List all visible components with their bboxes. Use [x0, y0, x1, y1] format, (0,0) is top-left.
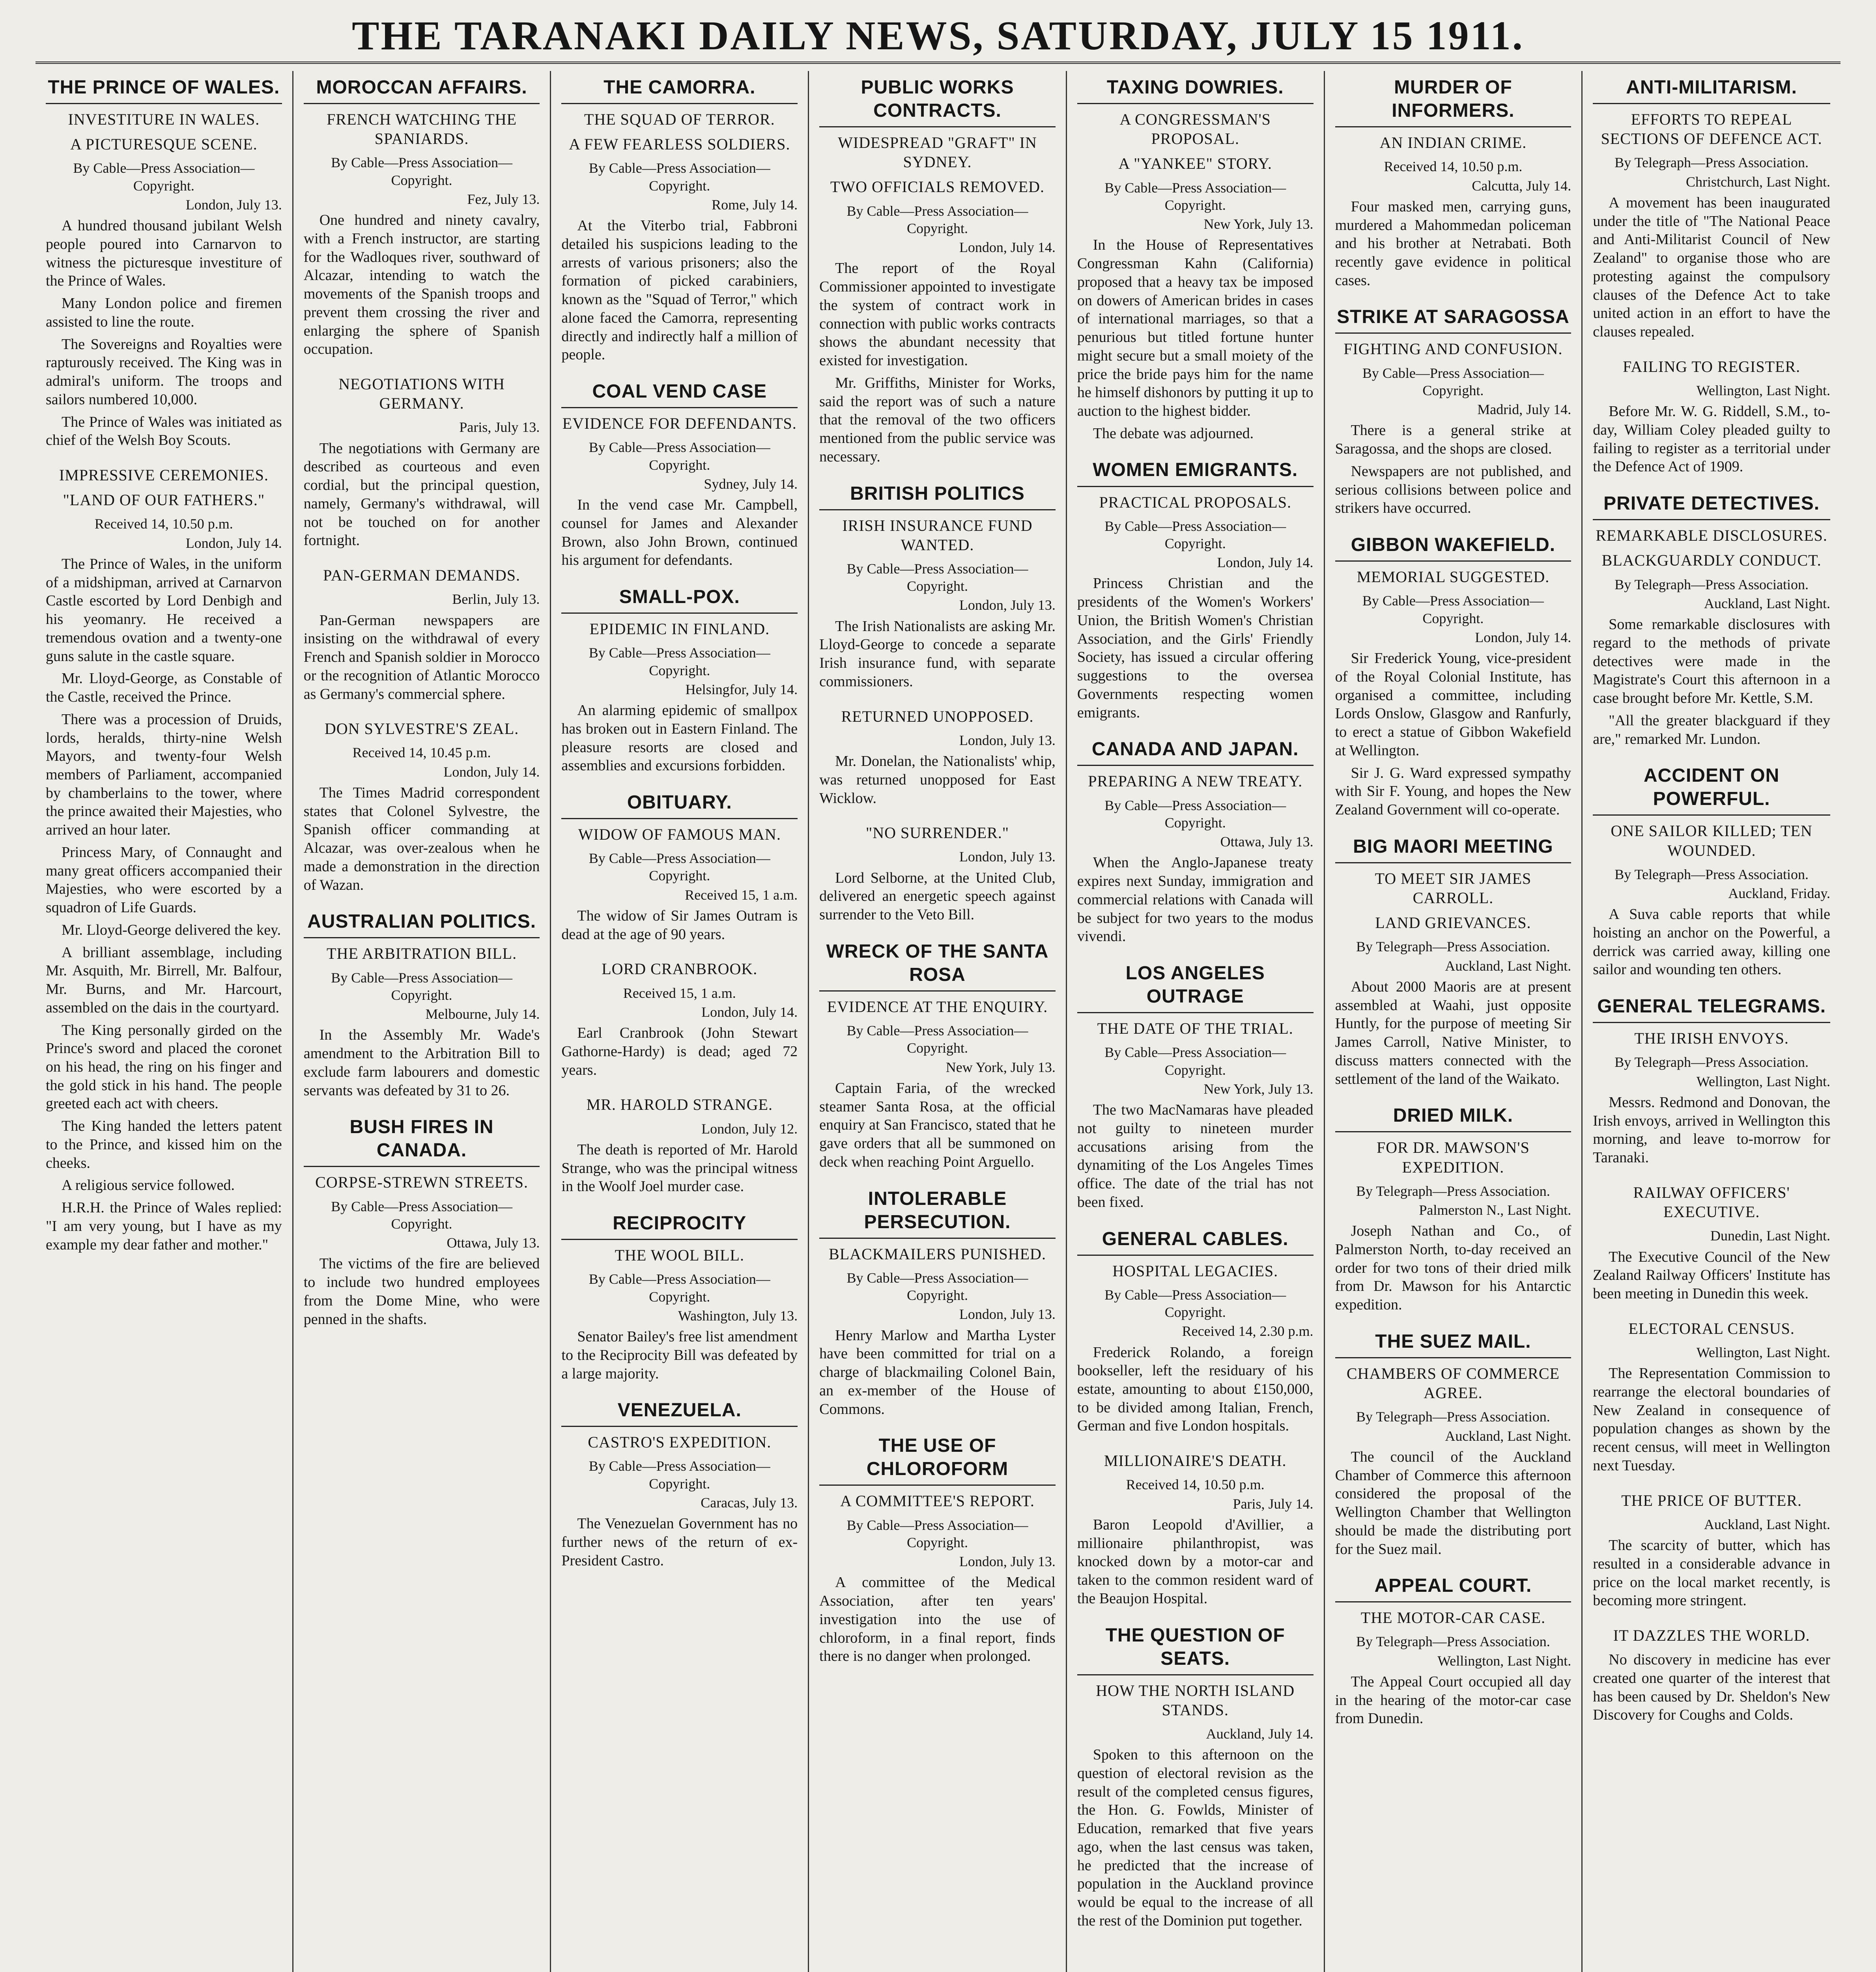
story-headline: MURDER OF INFORMERS.: [1335, 76, 1571, 127]
story-dateline: By Cable—Press Association—Copyright.: [1362, 593, 1544, 626]
story-dateline: By Cable—Press Association—Copyright.: [331, 969, 513, 1003]
story-place-date: New York, July 13.: [1203, 1081, 1314, 1097]
story-subheading: THE PRICE OF BUTTER.: [1621, 1491, 1802, 1509]
story-dateline: Received 14, 10.50 p.m.: [1384, 159, 1523, 175]
story-place-date: Washington, July 13.: [678, 1307, 798, 1324]
news-story: [46, 76, 282, 450]
story-subheading: FOR DR. MAWSON'S EXPEDITION.: [1376, 1139, 1530, 1176]
story-subheading: TO MEET SIR JAMES CARROLL.: [1375, 869, 1532, 907]
story-subheading: LORD CRANBROOK.: [602, 960, 758, 978]
story-headline: STRIKE AT SARAGOSSA: [1335, 305, 1571, 334]
story-headline: CANADA AND JAPAN.: [1077, 738, 1314, 766]
news-story: [1077, 76, 1314, 443]
story-place-date: Caracas, July 13.: [701, 1495, 798, 1511]
story-paragraph: Many London police and firemen assisted to line the route.: [46, 295, 282, 330]
story-dateline: By Telegraph—Press Association.: [1356, 939, 1550, 955]
story-dateline: By Cable—Press Association—Copyright.: [846, 1023, 1028, 1056]
news-story: [561, 1399, 798, 1570]
story-paragraph: A hundred thousand jubilant Welsh people poured into Carnarvon to witness the picturesque investiture of the Prince of Wales.: [46, 217, 282, 289]
story-paragraph: In the vend case Mr. Campbell, counsel for James and Alexander Brown, also John Brown, continued his argument for defendants.: [561, 497, 798, 569]
story-paragraph: Captain Faria, of the wrecked steamer Santa Rosa, at the official enquiry at San Francisco, stated that he gave orders that all be summoned on deck when reaching Point Arguello.: [819, 1080, 1056, 1170]
story-paragraph: The council of the Auckland Chamber of Commerce this afternoon considered the proposal of the Wellington Chamber that Wellington should be made the distributing port for the Suez mail.: [1335, 1448, 1571, 1557]
story-place-date: Fez, July 13.: [467, 191, 540, 207]
story-headline: THE SUEZ MAIL.: [1335, 1330, 1571, 1358]
story-subheading: PAN-GERMAN DEMANDS.: [323, 566, 520, 585]
story-paragraph: The two MacNamaras have pleaded not guilty to nineteen murder accusations arising from the dynamiting of the Los Angeles Times office. The date of the trial has not been fixed.: [1077, 1102, 1314, 1210]
story-paragraph: When the Anglo-Japanese treaty expires next Sunday, immigration and commercial relations with Canada will be subject for two years to the modus vivendi.: [1077, 854, 1314, 945]
story-place-date: Auckland, Last Night.: [1704, 1516, 1830, 1532]
story-subheading: FRENCH WATCHING THE SPANIARDS.: [327, 110, 517, 148]
news-column-2: [293, 71, 551, 1972]
news-column-7: [1583, 71, 1840, 1972]
story-paragraph: Frederick Rolando, a foreign bookseller, left the residuary of his estate, amounting to about £150,000, to be divided among Italian, French, German and five London hospitals.: [1077, 1344, 1314, 1434]
story-paragraph: The Appeal Court occupied all day in the hearing of the motor-car case from Dunedin.: [1335, 1673, 1571, 1727]
news-story: [1335, 1574, 1571, 1728]
news-story: [1335, 76, 1571, 289]
story-subheading: INVESTITURE IN WALES.: [68, 110, 260, 129]
story-subheading: CHAMBERS OF COMMERCE AGREE.: [1346, 1364, 1560, 1402]
story-headline: THE PRINCE OF WALES.: [46, 76, 282, 104]
story-paragraph: Sir J. G. Ward expressed sympathy with Sir F. Young, and hopes the New Zealand Government will co-operate.: [1335, 764, 1571, 818]
story-paragraph: There is a general strike at Saragossa, and the shops are closed.: [1335, 422, 1571, 458]
story-subheading: EVIDENCE AT THE ENQUIRY.: [827, 998, 1048, 1016]
story-dateline: Received 15, 1 a.m.: [623, 985, 736, 1001]
story-subheading: EPIDEMIC IN FINLAND.: [589, 620, 770, 638]
news-story: [819, 1187, 1056, 1419]
story-place-date: London, July 13.: [959, 732, 1056, 748]
masthead-title: THE TARANAKI DAILY NEWS,: [352, 13, 985, 58]
story-headline: BUSH FIRES IN CANADA.: [304, 1115, 540, 1167]
story-dateline: By Cable—Press Association—Copyright.: [1104, 1044, 1286, 1078]
news-story: [46, 465, 282, 1254]
story-headline: GENERAL TELEGRAMS.: [1593, 995, 1830, 1023]
news-story: [819, 1434, 1056, 1666]
news-story: [1335, 1104, 1571, 1314]
story-place-date: Palmerston N., Last Night.: [1419, 1202, 1571, 1218]
news-story: [1335, 305, 1571, 517]
story-paragraph: The scarcity of butter, which has resulted in a considerable advance in price on the local market recently, is becoming more stringent.: [1593, 1537, 1830, 1609]
news-story: [819, 76, 1056, 466]
story-place-date: Wellington, Last Night.: [1696, 383, 1830, 398]
story-dateline: By Cable—Press Association—Copyright.: [589, 645, 770, 678]
story-subheading: THE IRISH ENVOYS.: [1634, 1029, 1789, 1048]
story-dateline: By Telegraph—Press Association.: [1356, 1409, 1550, 1425]
news-story: [1593, 76, 1830, 341]
story-place-date: Auckland, Last Night.: [1445, 958, 1571, 974]
story-place-date: Auckland, Last Night.: [1704, 595, 1830, 611]
story-paragraph: A committee of the Medical Association, after ten years' investigation into the use of chloroform, in a final report, finds there is no danger when prolonged.: [819, 1574, 1056, 1665]
story-headline: PUBLIC WORKS CONTRACTS.: [819, 76, 1056, 127]
story-dateline: By Cable—Press Association—Copyright.: [73, 160, 255, 194]
story-paragraph: Before Mr. W. G. Riddell, S.M., to-day, William Coley pleaded guilty to failing to register as a territorial under the Defence Act of 1909.: [1593, 403, 1830, 475]
story-place-date: Dunedin, Last Night.: [1710, 1228, 1830, 1244]
story-paragraph: A brilliant assemblage, including Mr. Asquith, Mr. Birrell, Mr. Balfour, Mr. Burns, and Mr. Harcourt, assembled on the dais in the courtyard.: [46, 944, 282, 1016]
story-subheading: NEGOTIATIONS WITH GERMANY.: [338, 375, 505, 413]
story-paragraph: Senator Bailey's free list amendment to the Reciprocity Bill was defeated by a large majority.: [561, 1328, 798, 1382]
story-paragraph: At the Viterbo trial, Fabbroni detailed his suspicions leading to the arrests of various prisoners; also the formation of picked carabiniers, known as the "Squad of Terror," which alone faced the Camorra, representing directly and indirectly half a million of people.: [561, 217, 798, 363]
news-story: [304, 76, 540, 359]
story-dateline: By Cable—Press Association—Copyright.: [589, 1458, 770, 1492]
news-columns: [36, 71, 1840, 1972]
story-subheading: A PICTURESQUE SCENE.: [70, 135, 258, 153]
story-subheading: MR. HAROLD STRANGE.: [586, 1096, 773, 1114]
news-story: [1077, 962, 1314, 1211]
story-subheading: RAILWAY OFFICERS' EXECUTIVE.: [1633, 1183, 1790, 1221]
story-dateline: By Cable—Press Association—Copyright.: [1104, 1287, 1286, 1320]
story-place-date: Berlin, July 13.: [452, 591, 540, 607]
story-dateline: By Cable—Press Association—Copyright.: [846, 560, 1028, 594]
story-dateline: By Telegraph—Press Association.: [1614, 155, 1809, 171]
story-place-date: London, July 14.: [1475, 629, 1571, 645]
story-paragraph: The Executive Council of the New Zealand Railway Officers' Institute has been meeting in Dunedin this week.: [1593, 1248, 1830, 1302]
news-story: [561, 585, 798, 775]
story-place-date: London, July 13.: [959, 849, 1056, 865]
story-subheading: THE ARBITRATION BILL.: [327, 945, 517, 963]
news-story: [561, 1212, 798, 1383]
story-place-date: London, July 14.: [185, 535, 282, 551]
story-subheading: DON SYLVESTRE'S ZEAL.: [324, 720, 519, 738]
story-subheading: "NO SURRENDER.": [865, 824, 1009, 842]
story-subheading: CASTRO'S EXPEDITION.: [588, 1433, 772, 1451]
story-paragraph: Earl Cranbrook (John Stewart Gathorne-Hardy) is dead; aged 72 years.: [561, 1025, 798, 1078]
story-subheading: BLACKGUARDLY CONDUCT.: [1601, 551, 1822, 570]
story-place-date: Auckland, Friday.: [1728, 885, 1830, 901]
story-paragraph: There was a procession of Druids, lords, heralds, thirty-nine Welsh Mayors, and twenty-four Welsh members of Parliament, accompanied by chamberlains to the tower, where the prince awaited their Majesties, who arrived an hour later.: [46, 711, 282, 838]
story-paragraph: About 2000 Maoris are at present assembled at Waahi, just opposite Huntly, for the purpose of meeting Sir James Carroll, Native Minister, to discuss matters connected with the settlement of the land of the Waikato.: [1335, 978, 1571, 1087]
story-headline: BIG MAORI MEETING: [1335, 835, 1571, 863]
story-place-date: Paris, July 14.: [1233, 1496, 1314, 1512]
news-story: [304, 1115, 540, 1328]
story-subheading: IRISH INSURANCE FUND WANTED.: [842, 516, 1033, 554]
story-subheading: EFFORTS TO REPEAL SECTIONS OF DEFENCE ACT.: [1601, 110, 1822, 148]
story-paragraph: "All the greater blackguard if they are," remarked Mr. Lundon.: [1593, 712, 1830, 747]
story-place-date: London, July 12.: [701, 1120, 798, 1137]
story-paragraph: The victims of the fire are believed to include two hundred employees from the Dome Mine, who were penned in the shafts.: [303, 1255, 540, 1328]
story-headline: LOS ANGELES OUTRAGE: [1077, 962, 1314, 1013]
news-story: [561, 76, 798, 364]
story-paragraph: The widow of Sir James Outram is dead at the age of 90 years.: [561, 908, 798, 943]
story-place-date: Sydney, July 14.: [704, 476, 798, 492]
news-story: [1335, 533, 1571, 819]
story-paragraph: The death is reported of Mr. Harold Strange, who was the principal witness in the Woolf Joel murder case.: [561, 1141, 798, 1195]
story-paragraph: Newspapers are not published, and serious collisions between police and strikers have occurred.: [1335, 463, 1571, 517]
masthead: [36, 12, 1840, 64]
news-column-1: [36, 71, 293, 1972]
story-paragraph: The Prince of Wales was initiated as chief of the Welsh Boy Scouts.: [46, 413, 282, 449]
story-dateline: By Cable—Press Association—Copyright.: [331, 1198, 513, 1232]
story-subheading: THE DATE OF THE TRIAL.: [1097, 1020, 1293, 1038]
story-place-date: Ottawa, July 13.: [447, 1235, 540, 1251]
story-dateline: By Cable—Press Association—Copyright.: [1362, 365, 1544, 398]
story-paragraph: The Irish Nationalists are asking Mr. Lloyd-George to concede a separate Irish insurance fund, with separate commissioners.: [819, 618, 1056, 690]
news-story: [561, 1095, 798, 1196]
story-paragraph: No discovery in medicine has ever created one quarter of the interest that has been caused by Dr. Sheldon's New Discovery for Coughs and Colds.: [1593, 1651, 1830, 1724]
story-dateline: By Cable—Press Association—Copyright.: [846, 1270, 1028, 1303]
news-story: [1593, 995, 1830, 1167]
story-subheading: FIGHTING AND CONFUSION.: [1343, 340, 1563, 358]
story-dateline: Received 14, 10.50 p.m.: [94, 516, 233, 532]
story-dateline: By Cable—Press Association—Copyright.: [846, 1517, 1028, 1550]
news-story: [1593, 492, 1830, 748]
story-paragraph: The Representation Commission to rearrange the electoral boundaries of New Zealand in consequence of population changes as shown by the recent census, will meet in Wellington next Tuesday.: [1593, 1365, 1830, 1474]
story-paragraph: Mr. Lloyd-George, as Constable of the Castle, received the Prince.: [46, 670, 282, 706]
story-dateline: By Telegraph—Press Association.: [1356, 1183, 1550, 1199]
news-column-6: [1325, 71, 1583, 1972]
story-paragraph: The debate was adjourned.: [1093, 425, 1254, 442]
story-paragraph: Baron Leopold d'Avillier, a millionaire philanthropist, was knocked down by a motor-car and taken to the common resident ward of the Beaujon Hospital.: [1077, 1516, 1314, 1607]
story-subheading: RETURNED UNOPPOSED.: [841, 707, 1034, 725]
story-subheading: ONE SAILOR KILLED; TEN WOUNDED.: [1611, 822, 1812, 859]
story-place-date: Calcutta, July 14.: [1472, 177, 1571, 194]
news-story: [1593, 1491, 1830, 1610]
story-headline: THE QUESTION OF SEATS.: [1077, 1624, 1314, 1675]
story-paragraph: Four masked men, carrying guns, murdered a Mahommedan policeman and his brother at Netrabati. Both recently gave evidence in political cases.: [1335, 198, 1571, 289]
story-subheading: HOW THE NORTH ISLAND STANDS.: [1096, 1681, 1295, 1719]
story-paragraph: Henry Marlow and Martha Lyster have been committed for trial on a charge of blackmailing Colonel Bain, an ex-member of the House of Commons.: [819, 1327, 1056, 1417]
story-subheading: AN INDIAN CRIME.: [1379, 134, 1527, 152]
story-paragraph: A religious service followed.: [62, 1177, 235, 1194]
story-paragraph: An alarming epidemic of smallpox has broken out in Eastern Finland. The pleasure resorts are closed and assemblies and excursions forbidden.: [561, 702, 798, 774]
story-dateline: By Cable—Press Association—Copyright.: [1104, 797, 1286, 831]
story-headline: ACCIDENT ON POWERFUL.: [1593, 764, 1830, 816]
story-subheading: A FEW FEARLESS SOLDIERS.: [569, 135, 790, 153]
story-place-date: Rome, July 14.: [712, 196, 798, 213]
story-dateline: By Cable—Press Association—Copyright.: [1104, 518, 1286, 551]
story-headline: PRIVATE DETECTIVES.: [1593, 492, 1830, 520]
story-headline: TAXING DOWRIES.: [1077, 76, 1314, 104]
story-dateline: By Cable—Press Association—Copyright.: [589, 160, 770, 194]
story-place-date: Auckland, July 14.: [1206, 1726, 1314, 1742]
story-headline: BRITISH POLITICS: [819, 482, 1056, 510]
story-paragraph: Lord Selborne, at the United Club, delivered an energetic speech against surrender to the Veto Bill.: [819, 869, 1056, 923]
story-subheading: THE MOTOR-CAR CASE.: [1360, 1609, 1546, 1627]
story-place-date: London, July 13.: [185, 196, 282, 213]
story-place-date: Auckland, Last Night.: [1445, 1428, 1571, 1444]
story-paragraph: The Times Madrid correspondent states that Colonel Sylvestre, the Spanish officer commanding at Alcazar, was over-zealous when he made a demonstration in the direction of Wazan.: [303, 784, 540, 893]
news-story: [304, 719, 540, 894]
story-place-date: Wellington, Last Night.: [1696, 1073, 1830, 1089]
news-story: [819, 823, 1056, 924]
news-column-4: [809, 71, 1067, 1972]
story-subheading: EVIDENCE FOR DEFENDANTS.: [562, 415, 797, 433]
story-paragraph: Spoken to this afternoon on the question of electoral revision as the result of the completed census figures, the Hon. G. Fowlds, Minister of Education, remarked that five years ago, when the last census was taken, he predicted that the increase of population in the Auckland province would be equal to the increase of all the rest of the Dominion put together.: [1077, 1746, 1314, 1929]
story-paragraph: Mr. Donelan, the Nationalists' whip, was returned unopposed for East Wicklow.: [819, 753, 1056, 807]
story-dateline: Received 14, 10.50 p.m.: [1126, 1477, 1265, 1493]
story-paragraph: Sir Frederick Young, vice-president of the Royal Colonial Institute, has organised a committee, including Lords Onslow, Glasgow and Ranfurly, to erect a statue of Gibbon Wakefield at Wellington.: [1335, 650, 1571, 759]
news-column-5: [1067, 71, 1325, 1972]
story-subheading: FAILING TO REGISTER.: [1623, 357, 1801, 375]
story-paragraph: The Sovereigns and Royalties were rapturously received. The King was in admiral's uniform. The troops and sailors numbered 10,000.: [46, 336, 282, 408]
story-dateline: By Telegraph—Press Association.: [1614, 576, 1809, 592]
story-subheading: A CONGRESSMAN'S PROPOSAL.: [1119, 110, 1271, 148]
story-subheading: MILLIONAIRE'S DEATH.: [1104, 1452, 1287, 1470]
story-subheading: WIDESPREAD "GRAFT" IN SYDNEY.: [838, 134, 1037, 171]
story-place-date: London, July 13.: [959, 1554, 1056, 1570]
story-paragraph: In the Assembly Mr. Wade's amendment to the Arbitration Bill to exclude farm labourers and domestic servants was defeated by 31 to 26.: [303, 1027, 540, 1099]
story-headline: WOMEN EMIGRANTS.: [1077, 458, 1314, 487]
story-headline: OBITUARY.: [561, 791, 798, 819]
news-story: [1077, 1227, 1314, 1436]
story-paragraph: The Venezuelan Government has no further news of the return of ex-President Castro.: [561, 1515, 798, 1569]
story-dateline: Received 14, 10.45 p.m.: [352, 745, 491, 761]
story-subheading: CORPSE-STREWN STREETS.: [315, 1173, 528, 1191]
story-place-date: Received 14, 2.30 p.m.: [1182, 1323, 1314, 1339]
story-headline: GENERAL CABLES.: [1077, 1227, 1314, 1256]
story-subheading: "LAND OF OUR FATHERS.": [63, 491, 265, 509]
story-paragraph: The report of the Royal Commissioner appointed to investigate the system of contract work in connection with public works contracts shows the abundant necessity that existed for investigation.: [819, 260, 1056, 369]
story-place-date: London, July 13.: [959, 597, 1056, 613]
story-headline: AUSTRALIAN POLITICS.: [304, 910, 540, 938]
story-paragraph: Messrs. Redmond and Donovan, the Irish envoys, arrived in Wellington this morning, and leave to-morrow for Taranaki.: [1593, 1094, 1830, 1166]
story-subheading: WIDOW OF FAMOUS MAN.: [578, 825, 781, 844]
story-place-date: London, July 13.: [959, 1306, 1056, 1322]
news-story: [819, 482, 1056, 691]
news-story: [1335, 835, 1571, 1089]
story-subheading: HOSPITAL LEGACIES.: [1112, 1262, 1278, 1280]
story-subheading: REMARKABLE DISCLOSURES.: [1596, 527, 1827, 545]
story-paragraph: One hundred and ninety cavalry, with a French instructor, are starting for the Wadloques river, southward of Alcazar, intending to watch the movements of the Spanish troops and prevent them crossing the river and enlarging the sphere of Spanish occupation.: [303, 212, 540, 358]
story-place-date: Paris, July 13.: [459, 419, 540, 435]
story-paragraph: The negotiations with Germany are described as courteous and even cordial, but the principal question, namely, Germany's withdrawal, will not be touched on for another fortnight.: [303, 440, 540, 549]
story-subheading: PREPARING A NEW TREATY.: [1088, 772, 1303, 790]
story-subheading: TWO OFFICIALS REMOVED.: [830, 178, 1045, 196]
story-dateline: By Cable—Press Association—Copyright.: [1104, 179, 1286, 213]
story-place-date: London, July 14.: [443, 764, 540, 780]
story-paragraph: Princess Christian and the presidents of the Women's Workers' Union, the British Women's Christian Association, and the Girls' Friendly Society, has issued a circular offering suggestions to the oversea Governments respecting women emigrants.: [1077, 575, 1314, 721]
story-subheading: ELECTORAL CENSUS.: [1628, 1319, 1795, 1337]
news-story: [1335, 1330, 1571, 1558]
story-paragraph: A Suva cable reports that while hoisting an anchor on the Powerful, a derrick was carried away, killing one sailor and wounding ten others.: [1593, 906, 1830, 978]
story-place-date: London, July 14.: [1217, 555, 1314, 571]
news-story: [1077, 458, 1314, 722]
story-headline: INTOLERABLE PERSECUTION.: [819, 1187, 1056, 1239]
story-place-date: London, July 14.: [959, 239, 1056, 256]
story-paragraph: Mr. Lloyd-George delivered the key.: [62, 921, 281, 938]
story-subheading: A "YANKEE" STORY.: [1118, 155, 1272, 173]
story-paragraph: Joseph Nathan and Co., of Palmerston North, to-day received an order for two tons of their dried milk from Dr. Mawson for his Antarctic expedition.: [1335, 1223, 1571, 1313]
story-subheading: IT DAZZLES THE WORLD.: [1613, 1626, 1810, 1644]
masthead-date: SATURDAY, JULY 15 1911.: [996, 13, 1524, 58]
story-dateline: By Cable—Press Association—Copyright.: [846, 203, 1028, 236]
story-headline: MOROCCAN AFFAIRS.: [304, 76, 540, 104]
news-story: [1593, 357, 1830, 476]
story-subheading: PRACTICAL PROPOSALS.: [1099, 493, 1291, 511]
story-headline: RECIPROCITY: [561, 1212, 798, 1240]
news-story: [304, 910, 540, 1100]
story-headline: GIBBON WAKEFIELD.: [1335, 533, 1571, 562]
news-story: [819, 940, 1056, 1171]
story-headline: THE USE OF CHLOROFORM: [819, 1434, 1056, 1486]
story-headline: WRECK OF THE SANTA ROSA: [819, 940, 1056, 992]
story-dateline: By Telegraph—Press Association.: [1356, 1634, 1550, 1650]
story-paragraph: Mr. Griffiths, Minister for Works, said the report was of such a nature that the removal of the two officers mentioned from the public service was necessary.: [819, 374, 1056, 465]
news-story: [1077, 1451, 1314, 1608]
news-story: [561, 959, 798, 1079]
story-place-date: Wellington, Last Night.: [1696, 1344, 1830, 1360]
story-subheading: A COMMITTEE'S REPORT.: [840, 1492, 1035, 1510]
story-place-date: Melbourne, July 14.: [425, 1006, 540, 1022]
story-headline: COAL VEND CASE: [561, 380, 798, 408]
story-subheading: MEMORIAL SUGGESTED.: [1357, 568, 1550, 586]
news-story: [819, 707, 1056, 808]
story-paragraph: A movement has been inaugurated under the title of "The National Peace and Anti-Militarist Council of New Zealand" to organise those who are protesting against the compulsory clauses of the Defence Act to take united action in an effort to have the clauses repealed.: [1593, 194, 1830, 340]
story-paragraph: In the House of Representatives Congressman Kahn (California) proposed that a heavy tax be imposed on dowers of American brides in cases of international marriages, so that a penurious but titled fortune hunter might secure but a small moiety of the price the bride pays him for the name he himself dishonors by putting it up to auction to the highest bidder.: [1077, 237, 1314, 419]
news-story: [1593, 764, 1830, 979]
story-paragraph: H.R.H. the Prince of Wales replied: "I am very young, but I have as my example my dear father and mother.": [46, 1199, 282, 1253]
story-dateline: By Cable—Press Association—Copyright.: [331, 155, 513, 188]
story-paragraph: Princess Mary, of Connaught and many great officers accompanied their Majesties, who were escorted by a squadron of Life Guards.: [46, 844, 282, 916]
story-dateline: By Cable—Press Association—Copyright.: [589, 1271, 770, 1305]
news-story: [1077, 738, 1314, 946]
news-story: [304, 566, 540, 703]
news-story: [561, 791, 798, 943]
story-place-date: Received 15, 1 a.m.: [685, 887, 798, 903]
story-place-date: Wellington, Last Night.: [1437, 1653, 1571, 1669]
news-story: [1077, 1624, 1314, 1930]
story-subheading: IMPRESSIVE CEREMONIES.: [59, 466, 269, 484]
news-story: [1593, 1626, 1830, 1724]
story-dateline: By Cable—Press Association—Copyright.: [589, 850, 770, 884]
story-subheading: THE SQUAD OF TERROR.: [584, 110, 775, 129]
story-headline: THE CAMORRA.: [561, 76, 798, 104]
story-place-date: Helsingfor, July 14.: [685, 681, 798, 697]
story-place-date: New York, July 13.: [945, 1059, 1056, 1075]
story-subheading: LAND GRIEVANCES.: [1375, 914, 1531, 932]
story-paragraph: Some remarkable disclosures with regard to the methods of private detectives were made in the Magistrate's Court this afternoon in a case brought before Mr. Kettle, S.M.: [1593, 616, 1830, 707]
news-story: [304, 374, 540, 550]
story-place-date: London, July 14.: [701, 1004, 798, 1020]
news-story: [561, 380, 798, 570]
news-story: [1593, 1183, 1830, 1303]
story-paragraph: Pan-German newspapers are insisting on the withdrawal of every French and Spanish soldier in Morocco or the recognition of Atlantic Morocco as Germany's commercial sphere.: [303, 612, 540, 702]
story-headline: ANTI-MILITARISM.: [1593, 76, 1830, 104]
story-dateline: By Cable—Press Association—Copyright.: [589, 439, 770, 473]
story-paragraph: The King personally girded on the Prince's sword and placed the coronet on his head, the ring on his finger and the gold stick in his hand. The people greeted each act with cheers.: [46, 1021, 282, 1112]
story-place-date: New York, July 13.: [1203, 216, 1314, 232]
story-place-date: Christchurch, Last Night.: [1686, 174, 1830, 190]
story-place-date: Ottawa, July 13.: [1220, 834, 1314, 850]
story-headline: SMALL-POX.: [561, 585, 798, 614]
story-headline: DRIED MILK.: [1335, 1104, 1571, 1132]
news-column-3: [551, 71, 809, 1972]
story-subheading: BLACKMAILERS PUNISHED.: [829, 1245, 1046, 1263]
story-paragraph: The King handed the letters patent to the Prince, and kissed him on the cheeks.: [46, 1118, 282, 1171]
news-story: [1593, 1319, 1830, 1475]
story-dateline: By Telegraph—Press Association.: [1614, 866, 1809, 882]
story-subheading: THE WOOL BILL.: [615, 1246, 744, 1264]
story-headline: APPEAL COURT.: [1335, 1574, 1571, 1602]
story-paragraph: The Prince of Wales, in the uniform of a midshipman, arrived at Carnarvon Castle escorted by Lord Denbigh and his yeomanry. He received a tremendous ovation and a twenty-one guns salute in the castle square.: [46, 555, 282, 665]
story-place-date: Madrid, July 14.: [1477, 401, 1571, 418]
story-headline: VENEZUELA.: [561, 1399, 798, 1427]
story-dateline: By Telegraph—Press Association.: [1614, 1054, 1809, 1070]
